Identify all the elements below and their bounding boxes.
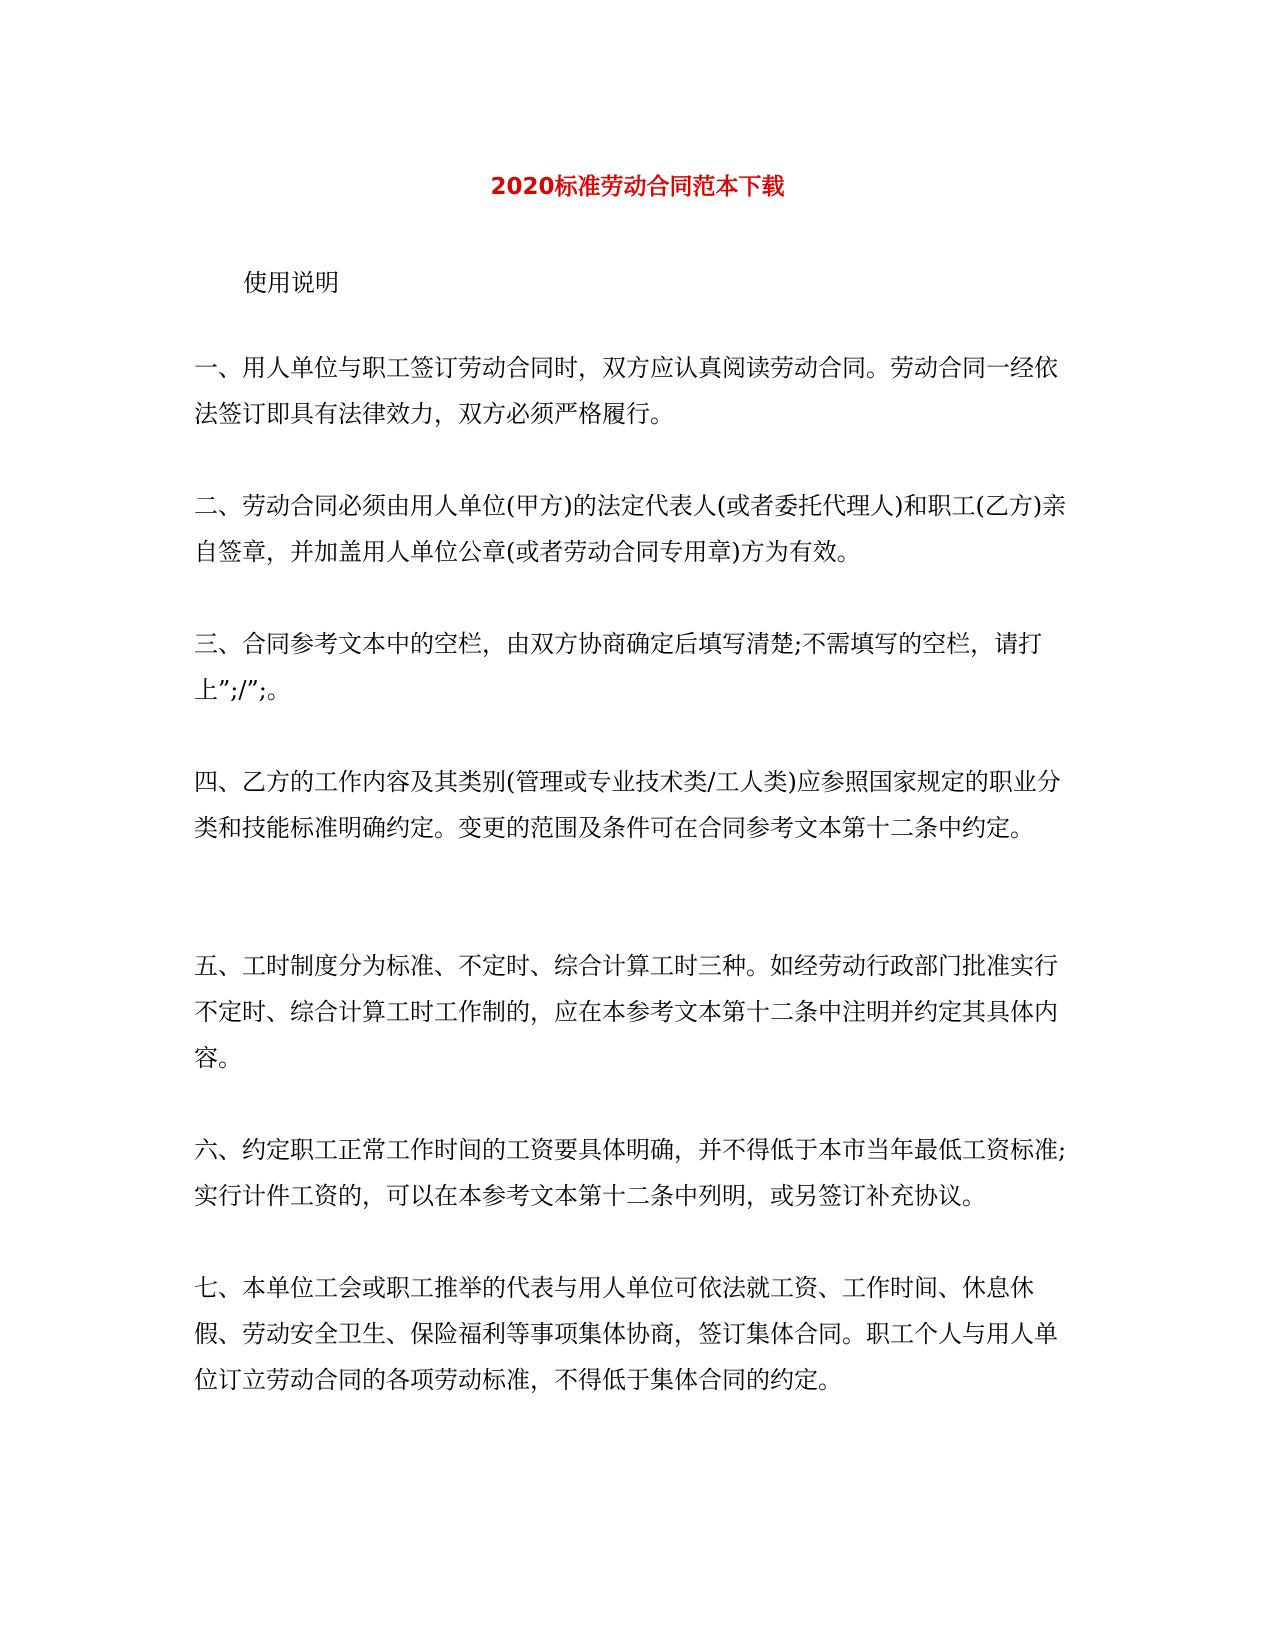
paragraph-7: 七、本单位工会或职工推举的代表与用人单位可依法就工资、工作时间、休息休假、劳动安全卫生、保险福利等事项集体协商，签订集体合同。职工个人与用人单位订立劳动合同的各项劳动标准，不得低于集体合同的约定。 (194, 1274, 1058, 1394)
paragraph-6: 六、约定职工正常工作时间的工资要具体明确，并不得低于本市当年最低工资标准;实行计件工资的，可以在本参考文本第十二条中列明，或另签订补充协议。 (194, 1136, 1067, 1210)
document-title: 2020标准劳动合同范本下载 (490, 174, 785, 200)
paragraph-1: 一、用人单位与职工签订劳动合同时，双方应认真阅读劳动合同。劳动合同一经依法签订即具有法律效力，双方必须严格履行。 (194, 354, 1058, 428)
usage-instructions-heading: 使用说明 (243, 269, 339, 297)
paragraph-5: 五、工时制度分为标准、不定时、综合计算工时三种。如经劳动行政部门批准实行不定时、综合计算工时工作制的，应在本参考文本第十二条中注明并约定其具体内容。 (194, 952, 1058, 1072)
paragraph-3: 三、合同参考文本中的空栏，由双方协商确定后填写清楚;不需填写的空栏，请打上”;/”;。 (194, 630, 1043, 704)
paragraph-2: 二、劳动合同必须由用人单位(甲方)的法定代表人(或者委托代理人)和职工(乙方)亲自签章，并加盖用人单位公章(或者劳动合同专用章)方为有效。 (194, 492, 1067, 566)
paragraph-4: 四、乙方的工作内容及其类别(管理或专业技术类/工人类)应参照国家规定的职业分类和技能标准明确约定。变更的范围及条件可在合同参考文本第十二条中约定。 (194, 768, 1061, 842)
